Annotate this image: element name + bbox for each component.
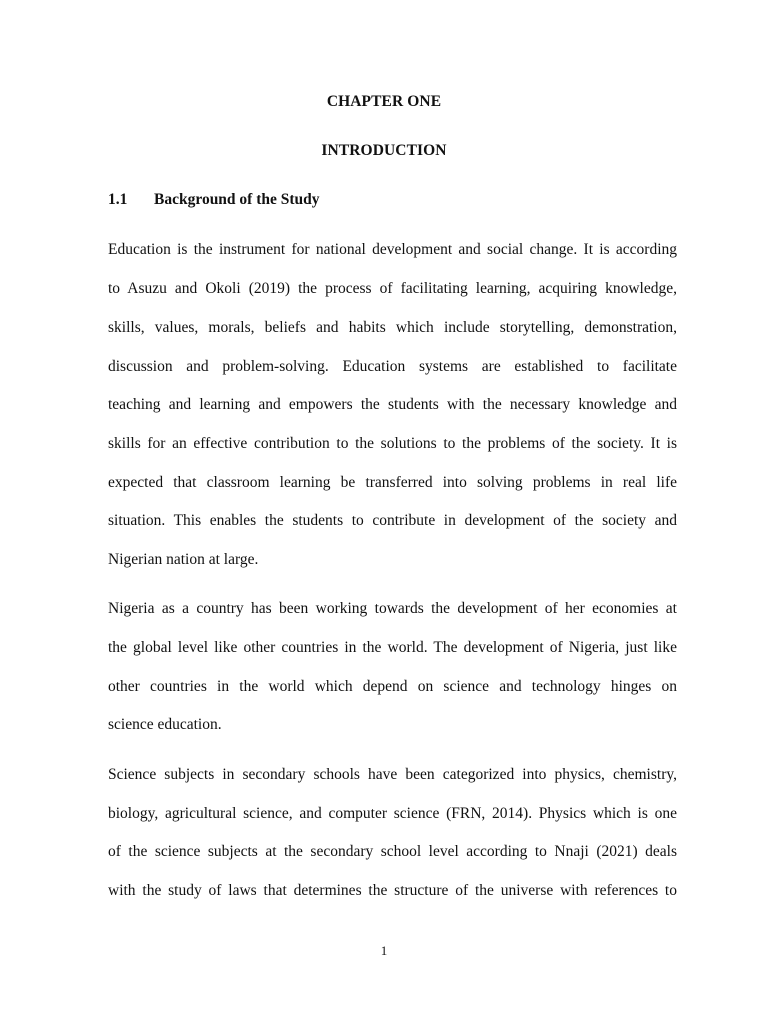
paragraph-line: Science subjects in secondary schools have been categorized into physics, chemistry, [108, 766, 677, 783]
chapter-title: CHAPTER ONE [326, 93, 442, 110]
paragraph-line: situation. This enables the students to contribute in development of the society and [108, 512, 677, 529]
paragraph-line: skills, values, morals, beliefs and habits which include storytelling, demonstration, [108, 319, 677, 336]
paragraph-line: teaching and learning and empowers the students with the necessary knowledge and [108, 396, 677, 413]
paragraph-line: of the science subjects at the secondary school level according to Nnaji (2021) deals [108, 843, 677, 860]
paragraph-line: biology, agricultural science, and computer science (FRN, 2014). Physics which is one [108, 805, 677, 822]
section-heading [108, 191, 320, 209]
chapter-subtitle: INTRODUCTION [321, 142, 447, 159]
paragraph-line: Nigerian nation at large. [108, 551, 259, 568]
paragraph-line: the global level like other countries in the world. The development of Nigeria, just like [108, 639, 677, 656]
paragraph-line: expected that classroom learning be transferred into solving problems in real life [108, 474, 677, 491]
paragraph-line: Education is the instrument for national development and social change. It is according [108, 241, 677, 258]
paragraph-line: with the study of laws that determines the structure of the universe with references to [108, 882, 677, 899]
paragraph-line: other countries in the world which depend on science and technology hinges on [108, 678, 677, 695]
page-number: 1 [380, 943, 388, 958]
section-title: Background of the Study [154, 191, 320, 208]
paragraph-line: to Asuzu and Okoli (2019) the process of facilitating learning, acquiring knowledge, [108, 280, 677, 297]
paragraph-line: discussion and problem-solving. Education systems are established to facilitate [108, 358, 677, 375]
paragraph-line: skills for an effective contribution to the solutions to the problems of the society. It is [108, 435, 677, 452]
paragraph-line: Nigeria as a country has been working towards the development of her economies at [108, 600, 677, 617]
section-number: 1.1 [108, 191, 128, 208]
paragraph-line: science education. [108, 716, 222, 733]
